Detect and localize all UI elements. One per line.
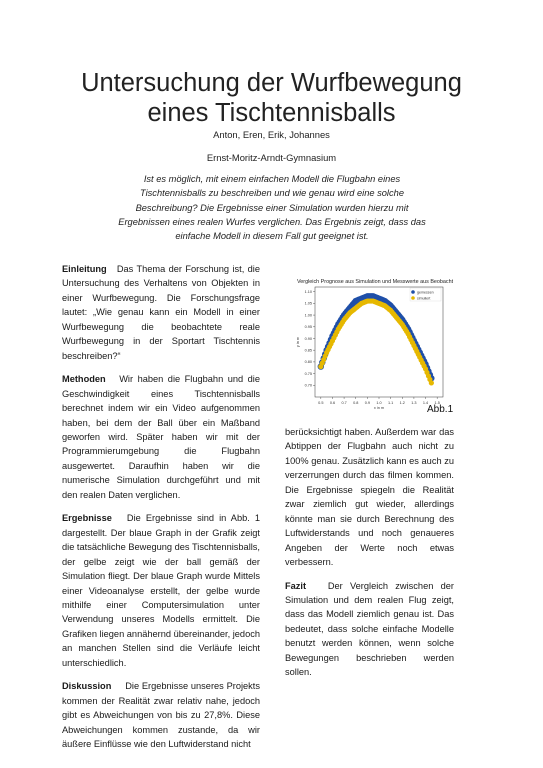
legend-label: gemessen	[417, 290, 434, 295]
paper-title	[0, 68, 543, 128]
x-tick-label: 1.3	[411, 401, 417, 405]
figure-caption: Abb.1	[427, 404, 454, 415]
x-tick-label: 0.8	[353, 401, 359, 405]
figure-chart	[293, 275, 453, 415]
y-tick-label: 0.85	[304, 348, 312, 353]
section-diskussion	[62, 679, 260, 751]
section-methoden	[62, 372, 260, 502]
x-tick-label: 1.0	[376, 401, 382, 405]
einleitung-heading: Einleitung	[62, 264, 107, 274]
y-tick-label: 0.95	[304, 325, 312, 330]
y-tick-label: 0.90	[304, 336, 312, 341]
ergebnisse-text: Die Ergebnisse sind in Abb. 1 dargestellt. Der blaue Graph in der Grafik zeigt die tatsächliche Bewegung des Tischtennisballs, der gelbe zeigt wie der ball gemäß der Simulation fliegt. Der blaue Graph wurde Mittels einer Videoanalyse erstellt, der gelbe wurde mithilfe einer Computersimulation unter Verwendung unseres Modells ermittelt. Die Grafiken liegen annähernd übereinander, jedoch an manchen Stellen sind die Verläufe leicht unterschiedlich.	[62, 513, 260, 668]
diskussion-heading: Diskussion	[62, 681, 112, 692]
title-line-1: Untersuchung der Wurfbewegung	[81, 69, 462, 97]
right-column	[285, 425, 454, 689]
section-fazit	[285, 579, 454, 680]
x-tick-label: 0.9	[364, 401, 371, 405]
x-tick-label: 0.5	[318, 401, 324, 405]
data-point-simuliert	[429, 380, 434, 385]
title-line-2: eines Tischtennisballs	[147, 99, 396, 127]
section-ergebnisse	[62, 511, 260, 670]
diskussion-continuation: berücksichtigt haben. Außerdem war das Abtippen der Flugbahn auch nicht zu 100% genau. Zusätzlich kann es auch zu verzerrungen durch das filmen kommen. Die Ergebnisse spiegeln die Realität zwar ziemlich gut wieder, allerdings könnte man sie durch Berechnung des Luftwiderstands und noch genaueres Angeben der Werte noch etwas verbessern.	[285, 427, 454, 568]
y-tick-label: 1.00	[304, 313, 312, 318]
legend-marker	[411, 290, 415, 294]
x-tick-label: 1.5	[434, 401, 440, 405]
diskussion-text: Die Ergebnisse unseres Projekts kommen der Realität zwar relativ nahe, jedoch gibt es Abweichungen von bis zu 27,8%. Diese Abweichungen kommen zustande, da wir äußere Einflüsse wie den Luftwiderstand nicht	[62, 681, 260, 750]
einleitung-text: Das Thema der Forschung ist, die Untersuchung des Verhaltens von Objekten in einer Wurfbewegung. Die Forschungsfrage lautet: „Wie genau kann ein Modell in einer Wurfbewegung die beobachtete reale Wurfbewegung in der Sportart Tischtennis beschreiben?“	[62, 264, 260, 361]
methoden-heading: Methoden	[62, 374, 106, 385]
x-tick-label: 0.7	[341, 401, 347, 405]
school-name: Ernst-Moritz-Arndt-Gymnasium	[206, 152, 337, 163]
abstract: Ist es möglich, mit einem einfachen Modell die Flugbahn eines Tischtennisballs zu beschreiben und wie genau wird eine solche Beschreibung? Die Ergebnisse einer Simulation wurden hierzu mit Ergebnissen eines realen Wurfes verglichen. Das Ergebnis zeigt, dass das einfache Modell in diesem Fall gut geeignet ist.	[118, 174, 426, 242]
y-tick-label: 0.70	[304, 383, 312, 388]
x-tick-label: 0.6	[329, 401, 336, 405]
x-tick-label: 1.2	[399, 401, 405, 405]
chart-title: Vergleich Prognose aus Simulation und Messwerte aus Beobachtung	[297, 279, 453, 285]
x-tick-label: 1.4	[422, 401, 429, 405]
x-tick-label: 1.1	[387, 401, 394, 405]
ergebnisse-heading: Ergebnisse	[62, 513, 112, 524]
y-tick-label: 1.10	[304, 289, 312, 294]
section-einleitung	[62, 262, 260, 363]
authors: Anton, Eren, Erik, Johannes	[213, 129, 330, 140]
y-tick-label: 1.05	[304, 301, 312, 306]
chart-svg	[293, 275, 453, 415]
x-axis-label: x in m	[373, 406, 385, 410]
left-column	[62, 262, 260, 761]
y-tick-label: 0.75	[304, 371, 312, 376]
fazit-heading: Fazit	[285, 580, 307, 591]
legend-marker	[411, 296, 415, 300]
y-axis-label: y in m	[296, 336, 300, 348]
y-tick-label: 0.80	[304, 360, 312, 365]
fazit-text: Der Vergleich zwischen der Simulation und dem realen Flug zeigt, dass das Modell ziemlich genau ist. Das bedeutet, dass solche einfache Modelle benutzt werden können, wenn solche Bewegungen beschrieben werden sollen.	[285, 580, 454, 678]
legend-label: simuliert	[417, 296, 431, 301]
methoden-text: Wir haben die Flugbahn und die Geschwindigkeit eines Tischtennisballs berechnet indem wir ein Video aufgenommen haben, bei dem der Ball über ein Maßband geworfen wird. Später haben wir mit der Programmierumgebung die Flugbahn ausgewertet. Daraufhin haben wir die numerische Simulation durchgeführt und mit den realen Daten verglichen.	[62, 374, 260, 500]
